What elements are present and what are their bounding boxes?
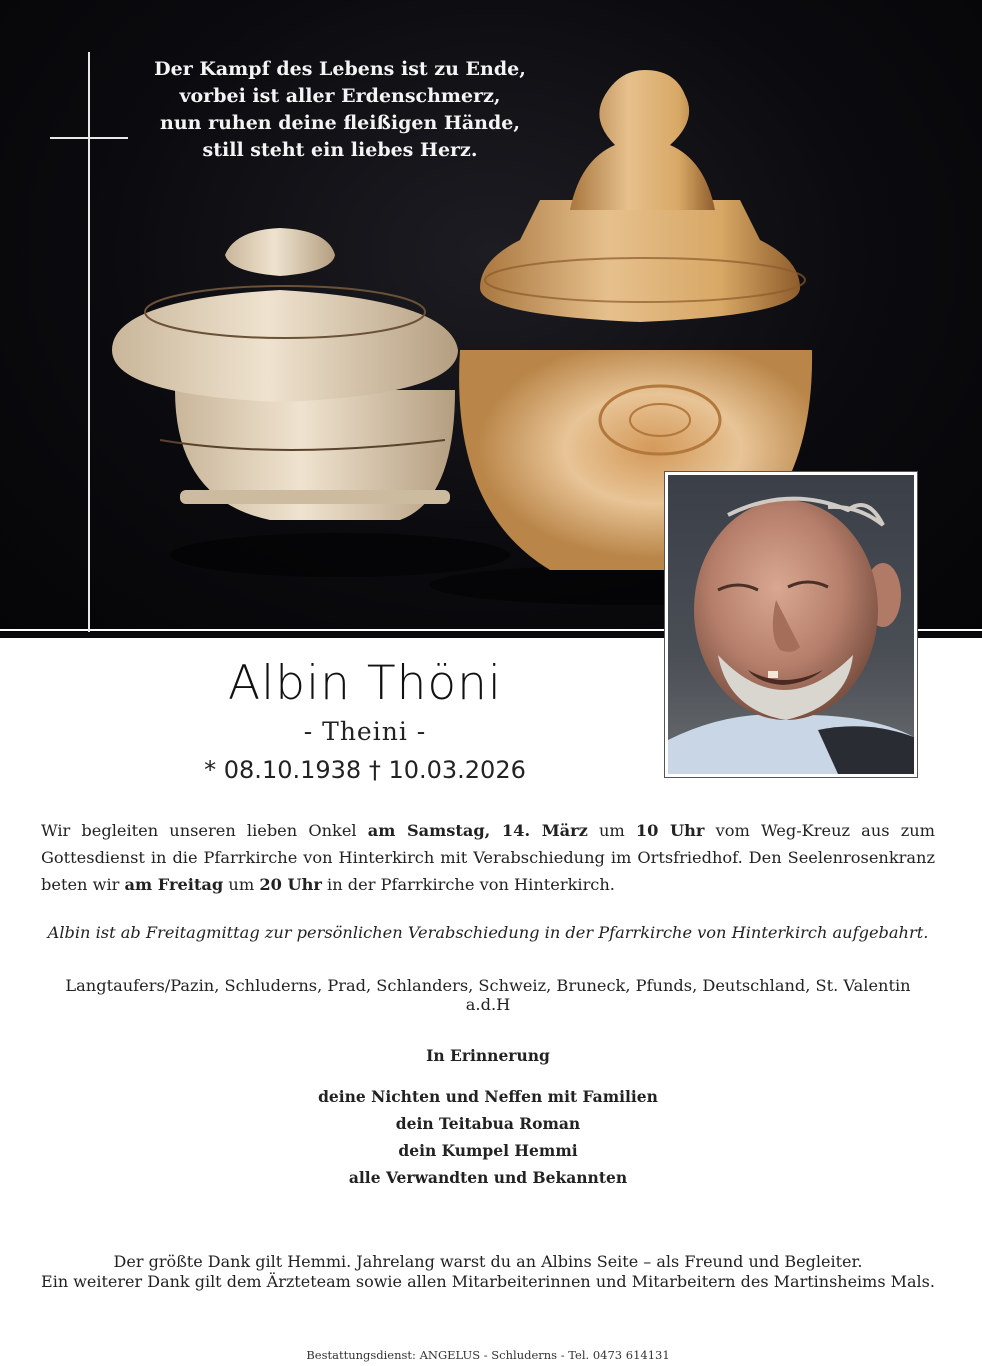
cross-icon-bar (50, 137, 128, 139)
mourner-line: dein Kumpel Hemmi (398, 1141, 578, 1160)
mourners-list (41, 1083, 935, 1191)
cross-icon (88, 52, 90, 632)
rosary-time: 20 Uhr (259, 875, 322, 894)
portrait-photo (668, 475, 914, 774)
deceased-nickname: - Theini - (303, 717, 427, 746)
announcement-text: um (223, 875, 260, 894)
funeral-announcement (41, 817, 935, 898)
poem-line: vorbei ist aller Erdenschmerz, (179, 85, 501, 107)
mourner-line: deine Nichten und Neffen mit Familien (318, 1087, 658, 1106)
funeral-service-footer: Bestattungsdienst: ANGELUS - Schluderns - Tel. 0473 614131 (306, 1348, 670, 1362)
poem (140, 56, 540, 164)
memory-title: In Erinnerung (426, 1046, 550, 1065)
rosary-day: am Freitag (124, 875, 224, 894)
life-dates: * 08.10.1938 † 10.03.2026 (204, 756, 526, 784)
thanks-line: Der größte Dank gilt Hemmi. Jahrelang warst du an Albins Seite – als Freund und Begleiter. (113, 1252, 863, 1271)
announcement-time: 10 Uhr (635, 821, 705, 840)
announcement-text: in der Pfarrkirche von Hinterkirch. (321, 875, 615, 894)
places-list: Langtaufers/Pazin, Schluderns, Prad, Schlanders, Schweiz, Bruneck, Pfunds, Deutschland, St. Valentin a.d.H (65, 976, 911, 1014)
deceased-name: Albin Thöni (228, 656, 502, 711)
announcement-date: am Samstag, 14. März (367, 821, 588, 840)
portrait-frame (664, 471, 918, 778)
announcement-text: um (587, 821, 636, 840)
thanks-note (30, 1252, 946, 1292)
announcement-text: vom Weg-Kreuz aus zum Gottesdienst in die Pfarrkirche von Hinterkirch mit Verabschiedung im Ortsfriedhof. Den Seelenrosenkranz beten wir (41, 821, 935, 894)
thanks-line: Ein weiterer Dank gilt dem Ärzteteam sowie allen Mitarbeiterinnen und Mitarbeitern des Martinsheims Mals. (41, 1272, 935, 1291)
mourner-line: alle Verwandten und Bekannten (348, 1168, 628, 1187)
mourner-line: dein Teitabua Roman (395, 1114, 581, 1133)
announcement-text: Wir begleiten unseren lieben Onkel (41, 821, 368, 840)
poem-line: Der Kampf des Lebens ist zu Ende, (154, 58, 526, 80)
poem-line: still steht ein liebes Herz. (202, 139, 478, 161)
viewing-note: Albin ist ab Freitagmittag zur persönlichen Verabschiedung in der Pfarrkirche von Hinterkirch aufgebahrt. (47, 923, 929, 942)
poem-line: nun ruhen deine fleißigen Hände, (160, 112, 520, 134)
portrait-illustration (668, 475, 914, 774)
